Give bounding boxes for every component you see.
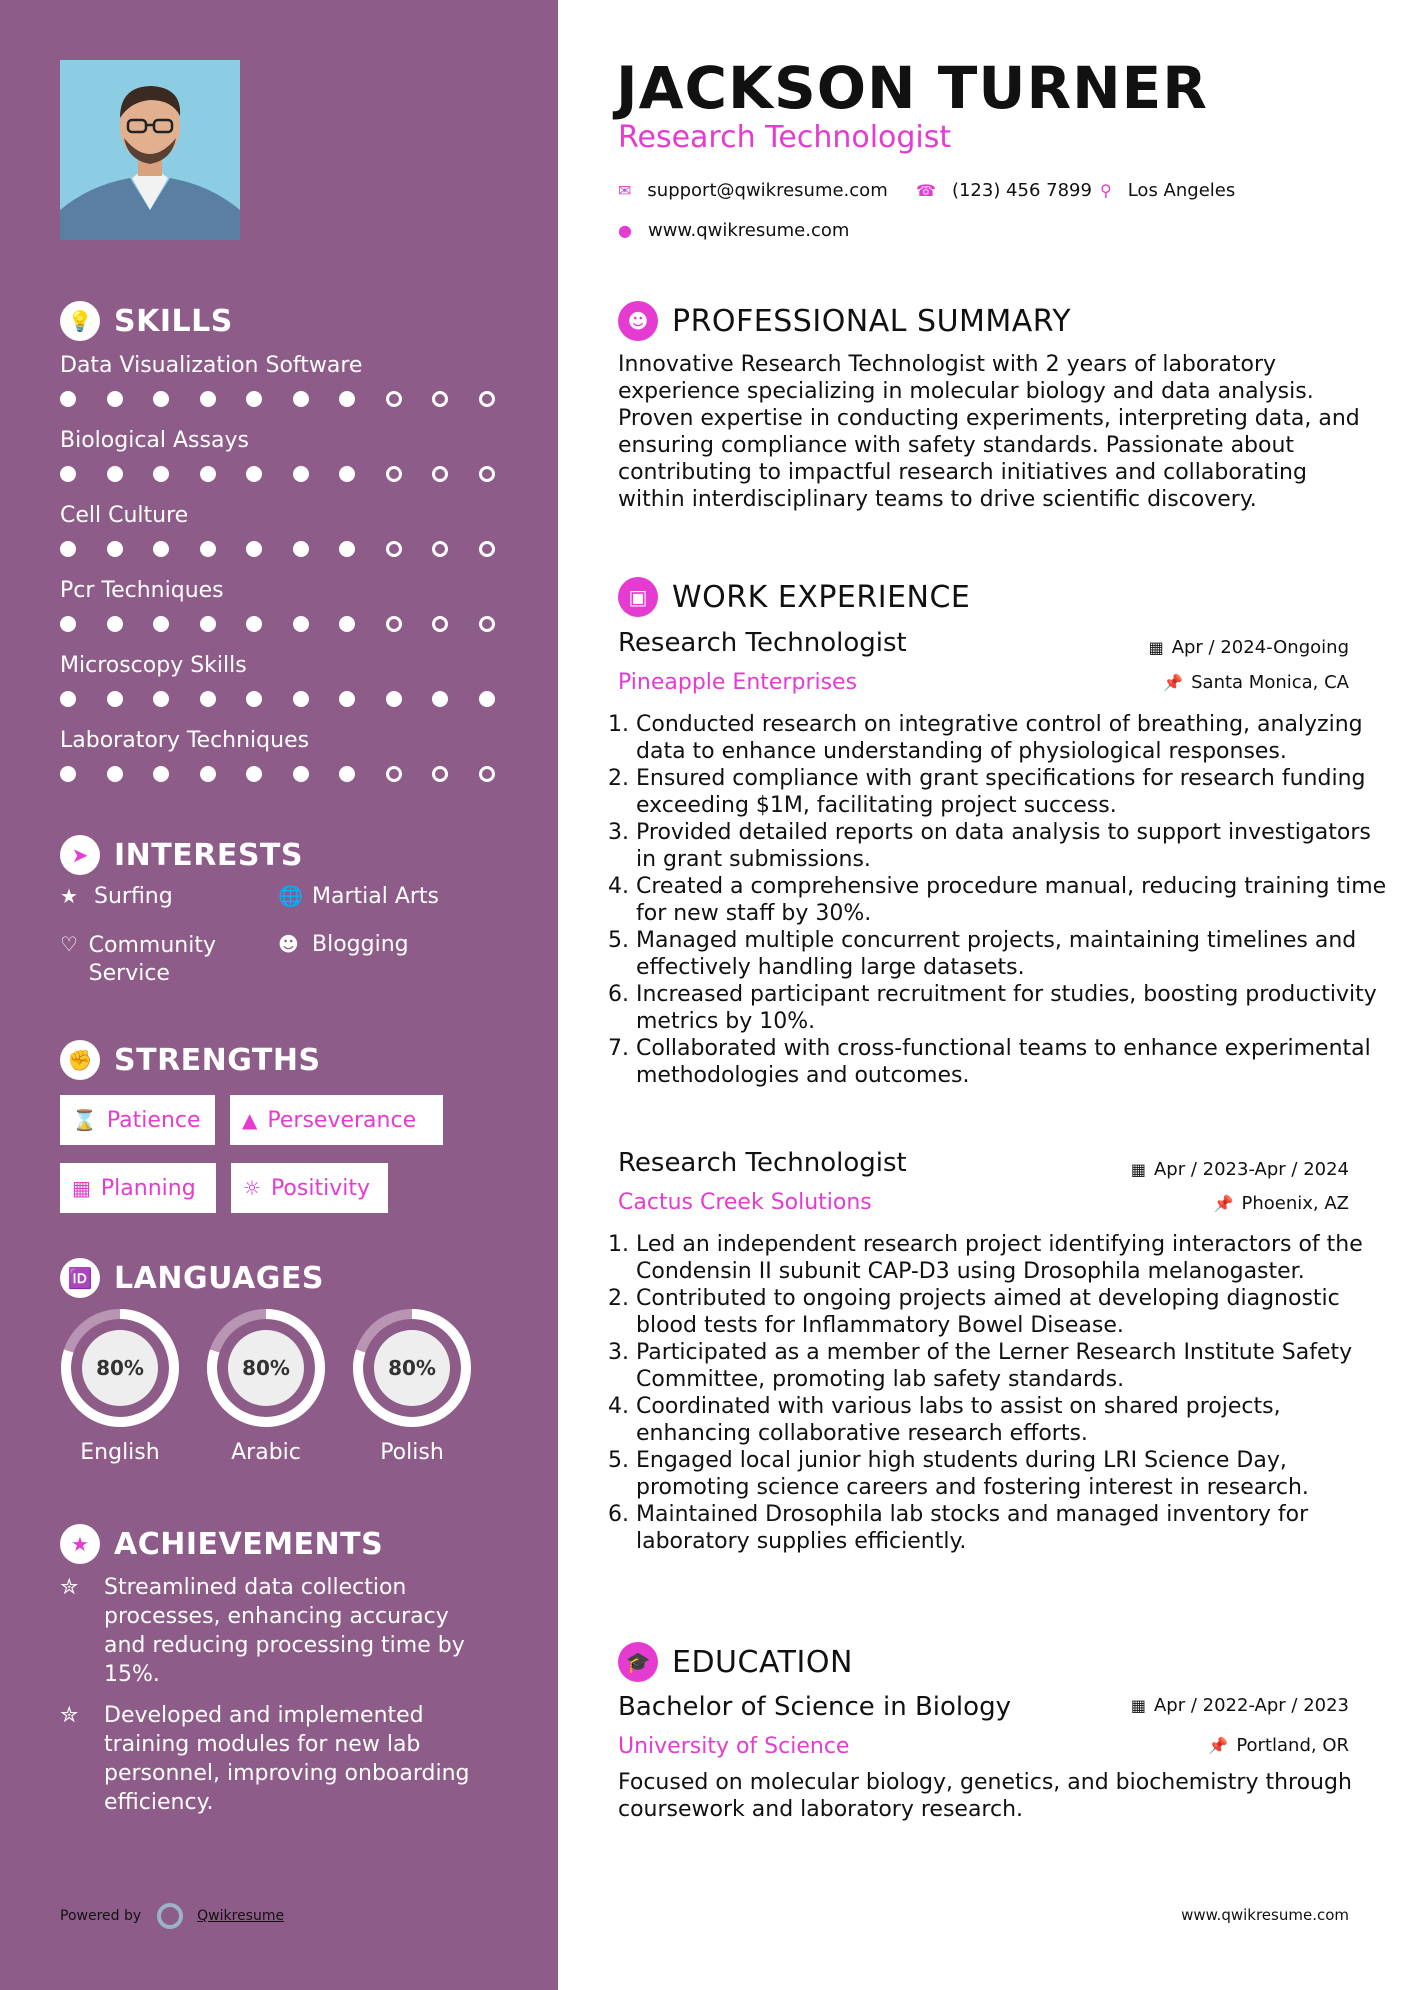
job-bullet: 5. Managed multiple concurrent projects, maintaining timelines and effectively handling large datasets. — [636, 927, 1396, 981]
rating-dot-filled — [246, 391, 262, 407]
rating-dot-filled — [60, 541, 76, 557]
rating-dot-filled — [200, 766, 216, 782]
strength-badge: ▦ Planning — [60, 1163, 216, 1213]
rating-dot-filled — [386, 691, 402, 707]
rating-dot-filled — [339, 691, 355, 707]
job-dates: ▦ Apr / 2023-Apr / 2024 — [1130, 1159, 1349, 1180]
interest-item: ♡ Community Service — [60, 932, 216, 986]
rating-dot-empty — [479, 391, 495, 407]
job-bullet: 1. Conducted research on integrative control of breathing, analyzing data to enhance understanding of physiological responses. — [636, 711, 1396, 765]
calendar-icon: ▦ — [1130, 1160, 1146, 1179]
rating-dot-empty — [386, 766, 402, 782]
skill-rating — [60, 691, 525, 707]
rating-dot-empty — [432, 391, 448, 407]
rating-dot-empty — [479, 466, 495, 482]
language-percent: 80% — [96, 1356, 144, 1380]
users-icon: ☻ — [278, 932, 299, 956]
contact-phone[interactable]: ☎ (123) 456 7899 — [916, 180, 1092, 201]
calendar-icon: ▦ — [72, 1176, 91, 1200]
calendar-icon: ▦ — [1148, 638, 1164, 657]
rating-dot-filled — [107, 616, 123, 632]
rating-dot-filled — [200, 466, 216, 482]
road-icon: ▲ — [242, 1108, 258, 1132]
map-pin-icon: ⚲ — [1100, 181, 1112, 200]
rating-dot-empty — [432, 616, 448, 632]
interests-heading: ➤ INTERESTS — [60, 835, 303, 875]
profile-photo — [60, 60, 240, 240]
job-company: Pineapple Enterprises — [618, 670, 858, 695]
achievement-item: ✮ Streamlined data collection processes, enhancing accuracy and reducing processing time by 15%. — [60, 1575, 465, 1687]
job-bullet: 6. Maintained Drosophila lab stocks and managed inventory for laboratory supplies efficiently. — [636, 1501, 1396, 1555]
sparkle-star-icon: ✮ — [60, 1575, 79, 1600]
language-item — [58, 1306, 182, 1465]
job-bullet: 2. Contributed to ongoing projects aimed at developing diagnostic blood tests for Inflammatory Bowel Disease. — [636, 1285, 1396, 1339]
job-bullet: 1. Led an independent research project identifying interactors of the Condensin II subunit CAP-D3 using Drosophila melanogaster. — [636, 1231, 1396, 1285]
profile-photo-image — [60, 60, 240, 240]
skill-rating — [60, 466, 525, 482]
rating-dot-filled — [293, 691, 309, 707]
calendar-icon: ▦ — [1130, 1696, 1146, 1715]
rating-dot-filled — [60, 616, 76, 632]
rating-dot-filled — [200, 616, 216, 632]
rating-dot-empty — [386, 616, 402, 632]
language-name: Polish — [380, 1440, 444, 1465]
education-description: Focused on molecular biology, genetics, and biochemistry through coursework and laboratory research. — [618, 1770, 1352, 1822]
strengths-heading: ✊ STRENGTHS — [60, 1040, 321, 1080]
job-title: Research Technologist — [618, 628, 907, 658]
language-donut — [204, 1306, 328, 1430]
job-title: Research Technologist — [618, 1148, 907, 1178]
language-percent: 80% — [388, 1356, 436, 1380]
job-bullet: 4. Created a comprehensive procedure manual, reducing training time for new staff by 30%. — [636, 873, 1396, 927]
skill-rating — [60, 766, 525, 782]
heart-icon: ♡ — [60, 932, 78, 956]
rating-dot-filled — [107, 691, 123, 707]
rating-dot-filled — [153, 541, 169, 557]
graduate-icon: 🎓 — [618, 1642, 658, 1682]
rating-dot-filled — [339, 541, 355, 557]
skill-name: Laboratory Techniques — [60, 728, 310, 753]
rating-dot-filled — [153, 466, 169, 482]
main-content — [558, 0, 1407, 1990]
strength-badge: ☼ Positivity — [231, 1163, 388, 1213]
rating-dot-filled — [200, 691, 216, 707]
language-item — [350, 1306, 474, 1465]
language-donut — [350, 1306, 474, 1430]
rating-dot-filled — [339, 766, 355, 782]
footer-website[interactable]: www.qwikresume.com — [1181, 1906, 1349, 1924]
rating-dot-filled — [246, 466, 262, 482]
qwikresume-logo-icon — [157, 1903, 183, 1929]
skill-name: Pcr Techniques — [60, 578, 224, 603]
rating-dot-filled — [246, 691, 262, 707]
globe-icon: ● — [618, 221, 632, 240]
rating-dot-filled — [293, 541, 309, 557]
summary-heading: ☻ PROFESSIONAL SUMMARY — [618, 301, 1071, 341]
paper-plane-icon: ➤ — [60, 835, 100, 875]
rating-dot-filled — [60, 391, 76, 407]
candidate-name: JACKSON TURNER — [616, 54, 1208, 122]
rating-dot-empty — [479, 766, 495, 782]
strength-badge: ▲ Perseverance — [230, 1095, 443, 1145]
skill-rating — [60, 541, 525, 557]
pushpin-icon: 📌 — [1208, 1736, 1229, 1755]
job-location: 📌 Santa Monica, CA — [1163, 672, 1349, 693]
language-donut — [58, 1306, 182, 1430]
skills-heading: 💡 SKILLS — [60, 301, 233, 341]
language-icon: 🆔 — [60, 1258, 100, 1298]
interest-item: 🌐 Martial Arts — [278, 884, 440, 909]
strength-badge: ⌛ Patience — [60, 1095, 215, 1145]
sparkle-star-icon: ✮ — [60, 1703, 79, 1728]
job-location: 📌 Phoenix, AZ — [1213, 1193, 1349, 1214]
lightbulb-icon: 💡 — [60, 301, 100, 341]
rating-dot-empty — [386, 391, 402, 407]
rating-dot-filled — [60, 691, 76, 707]
skill-name: Data Visualization Software — [60, 353, 363, 378]
rating-dot-filled — [153, 616, 169, 632]
job-bullet: 2. Ensured compliance with grant specifications for research funding exceeding $1M, facilitating project success. — [636, 765, 1396, 819]
user-icon: ☻ — [618, 301, 658, 341]
rating-dot-empty — [386, 466, 402, 482]
school-name: University of Science — [618, 1734, 850, 1759]
rating-dot-empty — [479, 541, 495, 557]
job-bullets — [618, 1231, 1396, 1555]
rating-dot-filled — [60, 766, 76, 782]
rating-dot-filled — [339, 391, 355, 407]
language-item — [204, 1306, 328, 1465]
education-heading: 🎓 EDUCATION — [618, 1642, 853, 1682]
star-icon: ★ — [60, 884, 78, 908]
rating-dot-empty — [432, 541, 448, 557]
rating-dot-empty — [386, 541, 402, 557]
pushpin-icon: 📌 — [1213, 1194, 1234, 1213]
fist-icon: ✊ — [60, 1040, 100, 1080]
rating-dot-filled — [432, 691, 448, 707]
sidebar — [0, 0, 558, 1990]
sun-icon: ☼ — [243, 1176, 261, 1200]
rating-dot-filled — [246, 766, 262, 782]
achievements-heading: ★ ACHIEVEMENTS — [60, 1524, 383, 1564]
rating-dot-empty — [479, 616, 495, 632]
job-dates: ▦ Apr / 2024-Ongoing — [1148, 637, 1349, 658]
globe-icon: 🌐 — [278, 884, 303, 908]
job-bullet: 6. Increased participant recruitment for studies, boosting productivity metrics by 10%. — [636, 981, 1396, 1035]
envelope-icon: ✉ — [618, 181, 632, 200]
skill-rating — [60, 391, 525, 407]
summary-text: Innovative Research Technologist with 2 years of laboratory experience specializing in molecular biology and data analysis. Proven expertise in conducting experiments, interpreting data, and ensuring compliance with safety standards. Passionate about contributing to impactful research initiatives and collaborating within interdisciplinary teams to drive scientific discovery. — [618, 352, 1360, 512]
rating-dot-filled — [293, 766, 309, 782]
hourglass-icon: ⌛ — [72, 1108, 97, 1132]
education-dates: ▦ Apr / 2022-Apr / 2023 — [1130, 1695, 1349, 1716]
candidate-role: Research Technologist — [618, 120, 952, 155]
degree-title: Bachelor of Science in Biology — [618, 1692, 1011, 1722]
rating-dot-filled — [293, 391, 309, 407]
rating-dot-filled — [107, 466, 123, 482]
rating-dot-empty — [432, 766, 448, 782]
pushpin-icon: 📌 — [1163, 673, 1184, 692]
rating-dot-filled — [246, 541, 262, 557]
qwikresume-link[interactable]: Qwikresume — [197, 1908, 285, 1924]
job-company: Cactus Creek Solutions — [618, 1190, 872, 1215]
languages-heading: 🆔 LANGUAGES — [60, 1258, 324, 1298]
job-bullet: 7. Collaborated with cross-functional teams to enhance experimental methodologies and outcomes. — [636, 1035, 1396, 1089]
skill-name: Microscopy Skills — [60, 653, 247, 678]
job-bullet: 5. Engaged local junior high students during LRI Science Day, promoting science careers and fostering interest in research. — [636, 1447, 1396, 1501]
rating-dot-filled — [246, 616, 262, 632]
rating-dot-filled — [60, 466, 76, 482]
education-location: 📌 Portland, OR — [1208, 1735, 1349, 1756]
powered-by: Powered by Qwikresume — [60, 1903, 284, 1929]
rating-dot-filled — [200, 541, 216, 557]
rating-dot-filled — [200, 391, 216, 407]
job-bullet: 3. Participated as a member of the Lerner Research Institute Safety Committee, promoting lab safety standards. — [636, 1339, 1396, 1393]
language-percent: 80% — [242, 1356, 290, 1380]
contact-location: ⚲ Los Angeles — [1100, 180, 1236, 201]
rating-dot-filled — [339, 616, 355, 632]
job-bullet: 4. Coordinated with various labs to assist on shared projects, enhancing collaborative research efforts. — [636, 1393, 1396, 1447]
rating-dot-filled — [153, 391, 169, 407]
skill-name: Cell Culture — [60, 503, 189, 528]
rating-dot-filled — [339, 466, 355, 482]
award-star-icon: ★ — [60, 1524, 100, 1564]
phone-icon: ☎ — [916, 181, 936, 200]
language-name: English — [80, 1440, 160, 1465]
contact-email[interactable]: ✉ support@qwikresume.com — [618, 180, 888, 201]
rating-dot-empty — [432, 466, 448, 482]
rating-dot-filled — [107, 541, 123, 557]
contact-website[interactable]: ● www.qwikresume.com — [618, 220, 850, 241]
rating-dot-filled — [107, 766, 123, 782]
rating-dot-filled — [293, 466, 309, 482]
rating-dot-filled — [153, 766, 169, 782]
achievement-item: ✮ Developed and implemented training modules for new lab personnel, improving onboarding efficiency. — [60, 1703, 470, 1815]
skill-rating — [60, 616, 525, 632]
job-bullet: 3. Provided detailed reports on data analysis to support investigators in grant submissions. — [636, 819, 1396, 873]
language-name: Arabic — [231, 1440, 301, 1465]
experience-heading: ▣ WORK EXPERIENCE — [618, 577, 970, 617]
rating-dot-filled — [107, 391, 123, 407]
skill-name: Biological Assays — [60, 428, 249, 453]
rating-dot-filled — [479, 691, 495, 707]
rating-dot-filled — [153, 691, 169, 707]
rating-dot-filled — [293, 616, 309, 632]
office-chair-icon: ▣ — [618, 577, 658, 617]
job-bullets — [618, 711, 1396, 1089]
interest-item: ☻ Blogging — [278, 932, 409, 957]
interest-item: ★ Surfing — [60, 884, 173, 909]
